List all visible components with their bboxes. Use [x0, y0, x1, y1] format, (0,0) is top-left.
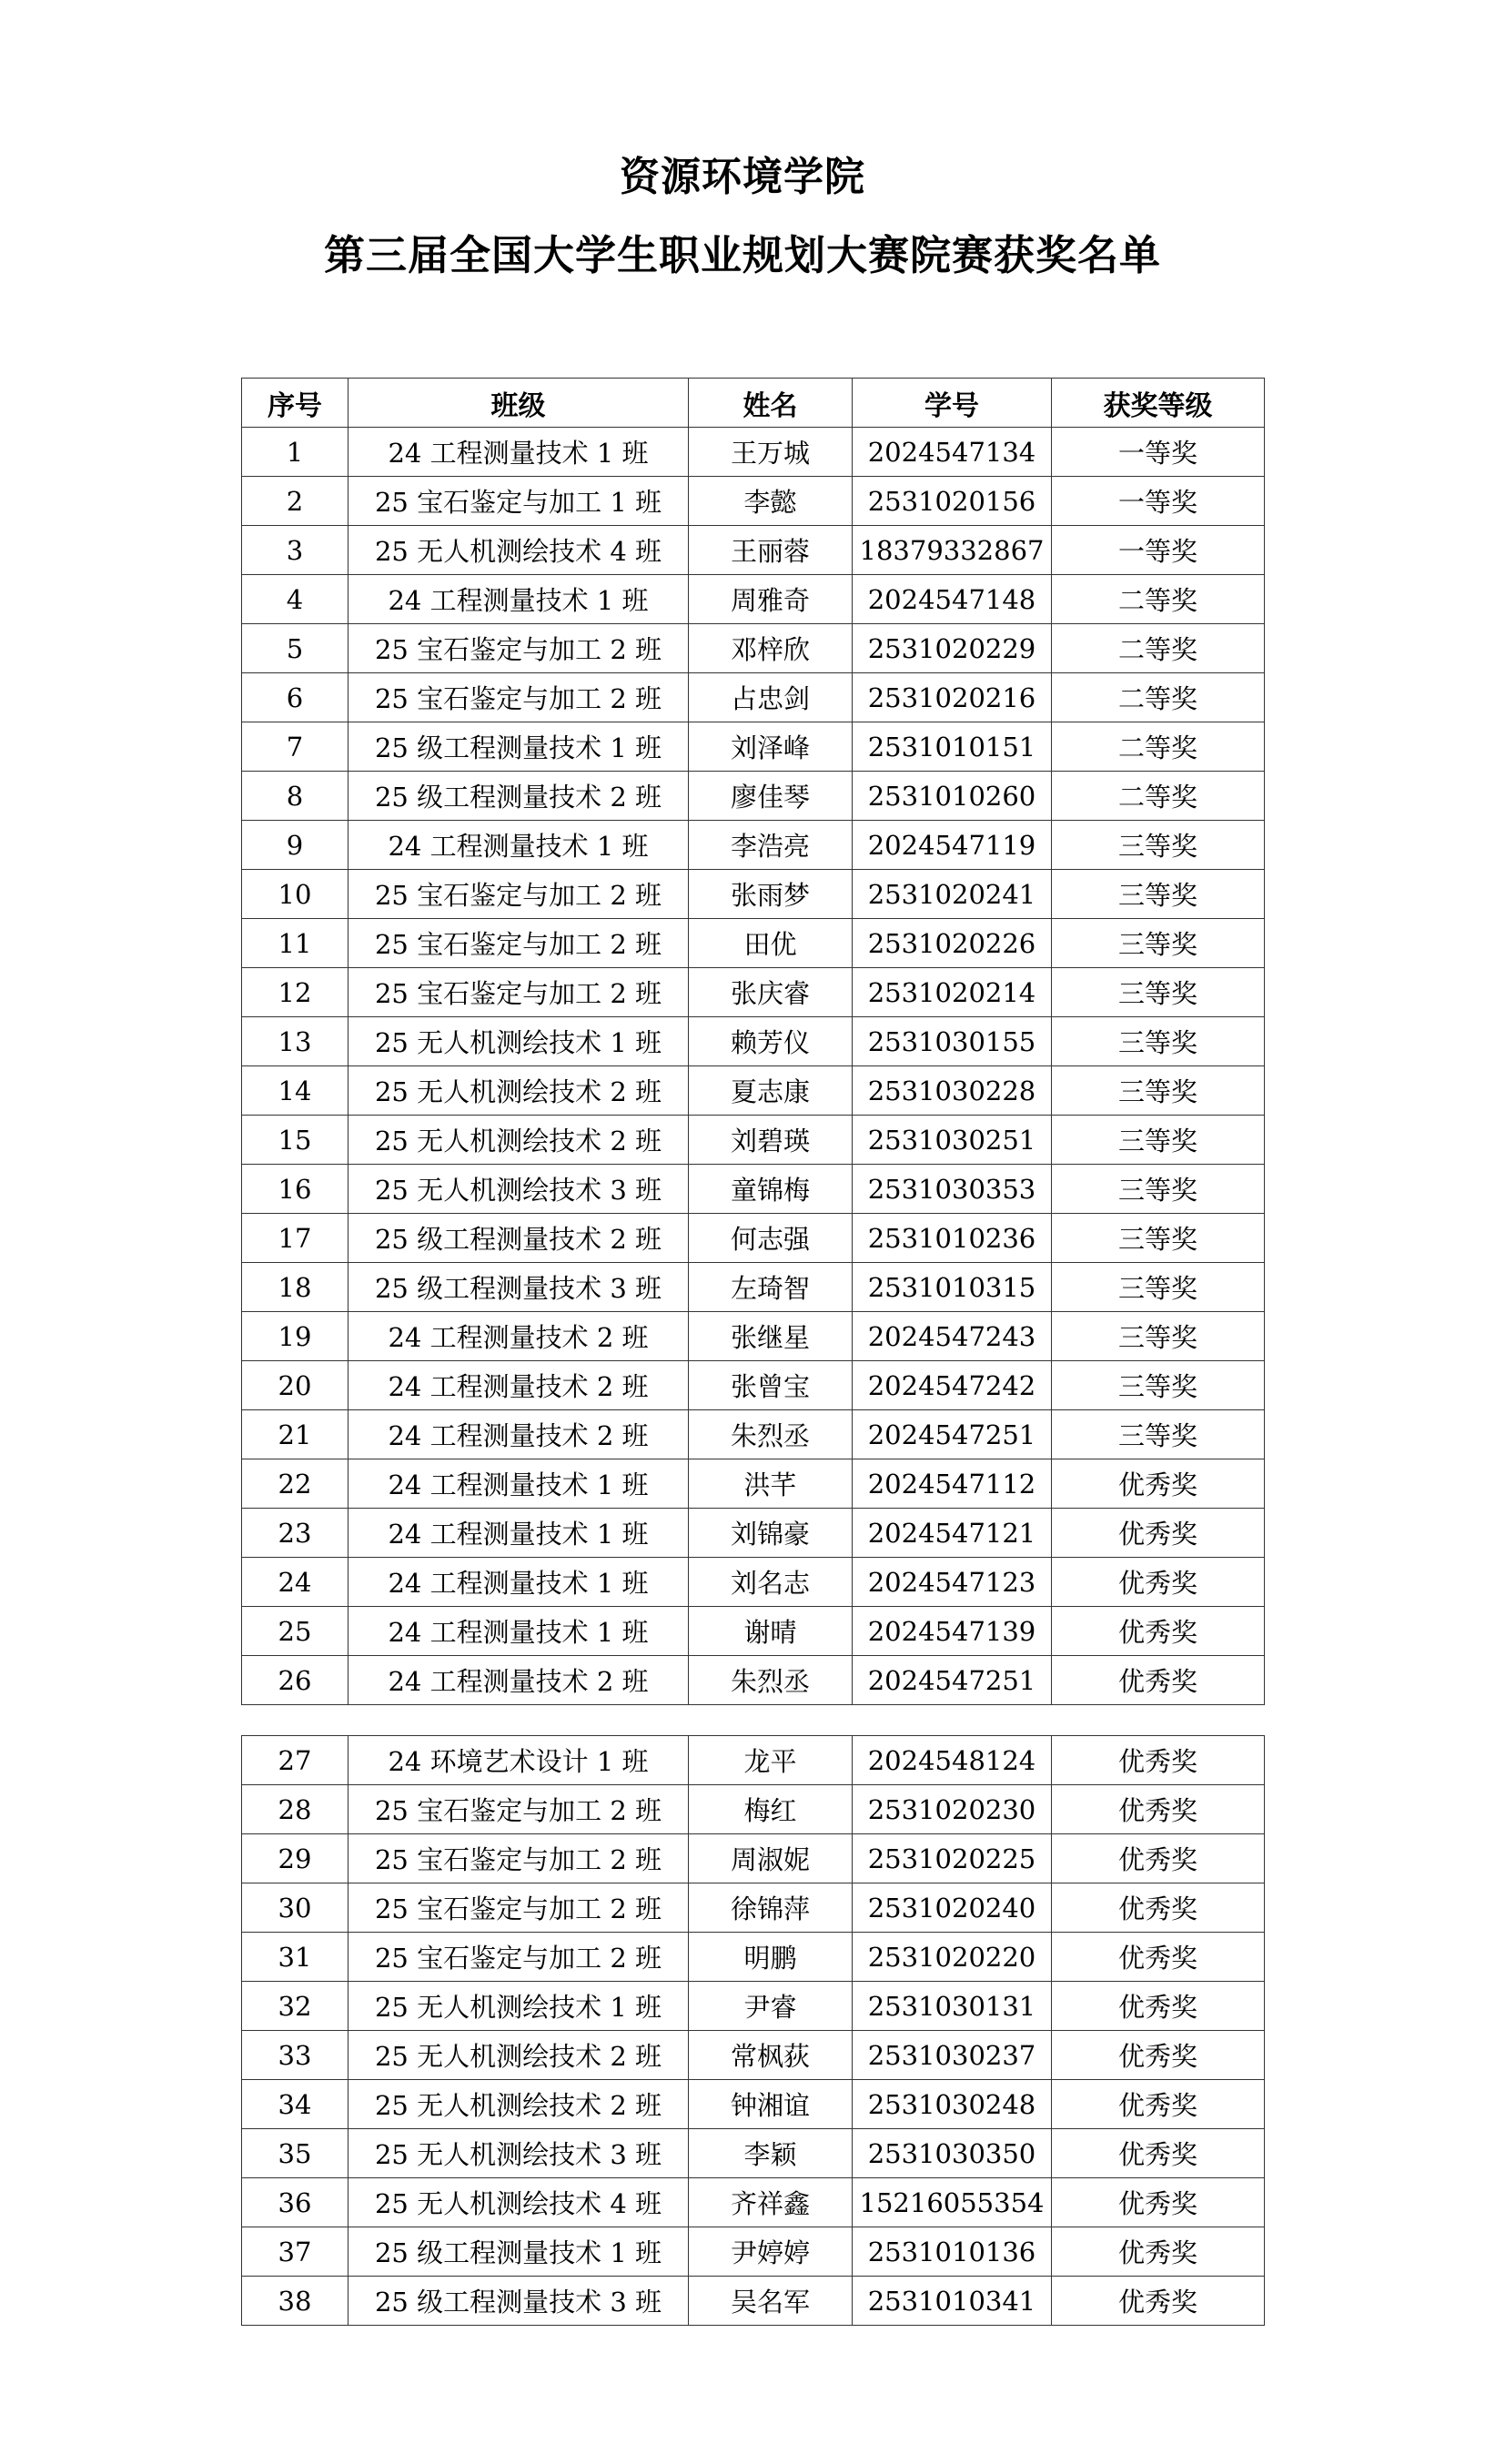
cell-class: 24 环境艺术设计 1 班	[349, 1736, 689, 1785]
cell-student-id: 2531020226	[853, 919, 1052, 968]
cell-class: 25 无人机测绘技术 3 班	[349, 2129, 689, 2178]
cell-name: 王万城	[689, 428, 853, 477]
cell-class: 25 无人机测绘技术 1 班	[349, 1982, 689, 2031]
cell-award-level: 二等奖	[1052, 624, 1265, 673]
cell-award-level: 三等奖	[1052, 919, 1265, 968]
cell-index: 4	[242, 575, 349, 624]
cell-name: 朱烈丞	[689, 1410, 853, 1459]
cell-student-id: 2531010136	[853, 2227, 1052, 2277]
table-row	[242, 1263, 1265, 1312]
cell-student-id: 15216055354	[853, 2178, 1052, 2227]
cell-name: 张庆睿	[689, 968, 853, 1017]
cell-class: 24 工程测量技术 2 班	[349, 1361, 689, 1410]
cell-name: 周雅奇	[689, 575, 853, 624]
cell-name: 周淑妮	[689, 1834, 853, 1883]
cell-class: 25 无人机测绘技术 2 班	[349, 2080, 689, 2129]
cell-student-id: 2531030155	[853, 1017, 1052, 1066]
cell-student-id: 2024547119	[853, 821, 1052, 870]
cell-class: 25 宝石鉴定与加工 1 班	[349, 477, 689, 526]
table-row	[242, 477, 1265, 526]
cell-class: 25 级工程测量技术 3 班	[349, 1263, 689, 1312]
cell-class: 24 工程测量技术 1 班	[349, 821, 689, 870]
cell-student-id: 2024547121	[853, 1509, 1052, 1558]
cell-class: 25 级工程测量技术 1 班	[349, 2227, 689, 2277]
table-row	[242, 1214, 1265, 1263]
cell-class: 25 无人机测绘技术 2 班	[349, 1066, 689, 1116]
cell-award-level: 优秀奖	[1052, 1883, 1265, 1933]
award-table-part-1	[241, 378, 1265, 1705]
cell-student-id: 2531030237	[853, 2031, 1052, 2080]
cell-name: 张雨梦	[689, 870, 853, 919]
cell-student-id: 2531020216	[853, 673, 1052, 722]
cell-name: 邓梓欣	[689, 624, 853, 673]
table-row	[242, 772, 1265, 821]
table-header-row	[242, 379, 1265, 428]
cell-student-id: 2024548124	[853, 1736, 1052, 1785]
cell-student-id: 2531020214	[853, 968, 1052, 1017]
cell-award-level: 三等奖	[1052, 1263, 1265, 1312]
cell-award-level: 优秀奖	[1052, 1736, 1265, 1785]
cell-student-id: 2531020229	[853, 624, 1052, 673]
cell-name: 李颖	[689, 2129, 853, 2178]
cell-class: 25 级工程测量技术 1 班	[349, 722, 689, 772]
table-row	[242, 1883, 1265, 1933]
cell-index: 9	[242, 821, 349, 870]
cell-class: 24 工程测量技术 1 班	[349, 1558, 689, 1607]
table-row	[242, 2031, 1265, 2080]
cell-name: 徐锦萍	[689, 1883, 853, 1933]
cell-index: 14	[242, 1066, 349, 1116]
cell-class: 25 无人机测绘技术 2 班	[349, 2031, 689, 2080]
table-row	[242, 624, 1265, 673]
cell-award-level: 优秀奖	[1052, 2277, 1265, 2326]
cell-index: 28	[242, 1785, 349, 1834]
cell-student-id: 2531020156	[853, 477, 1052, 526]
cell-award-level: 优秀奖	[1052, 2227, 1265, 2277]
table-row	[242, 1785, 1265, 1834]
cell-class: 25 宝石鉴定与加工 2 班	[349, 1785, 689, 1834]
header-student-id: 学号	[853, 379, 1052, 428]
cell-index: 38	[242, 2277, 349, 2326]
cell-name: 刘名志	[689, 1558, 853, 1607]
table-row	[242, 2178, 1265, 2227]
cell-award-level: 三等奖	[1052, 870, 1265, 919]
cell-name: 齐祥鑫	[689, 2178, 853, 2227]
cell-index: 7	[242, 722, 349, 772]
cell-award-level: 三等奖	[1052, 1017, 1265, 1066]
cell-name: 廖佳琴	[689, 772, 853, 821]
cell-class: 25 宝石鉴定与加工 2 班	[349, 1933, 689, 1982]
table-row	[242, 968, 1265, 1017]
cell-student-id: 2531030131	[853, 1982, 1052, 2031]
table-row	[242, 1736, 1265, 1785]
cell-student-id: 18379332867	[853, 526, 1052, 575]
cell-index: 3	[242, 526, 349, 575]
cell-award-level: 二等奖	[1052, 772, 1265, 821]
cell-name: 李懿	[689, 477, 853, 526]
cell-name: 常枫荻	[689, 2031, 853, 2080]
table-row	[242, 1607, 1265, 1656]
cell-class: 24 工程测量技术 1 班	[349, 1509, 689, 1558]
table-row	[242, 1361, 1265, 1410]
cell-index: 10	[242, 870, 349, 919]
cell-index: 32	[242, 1982, 349, 2031]
document-title: 资源环境学院	[620, 154, 865, 200]
cell-award-level: 优秀奖	[1052, 2129, 1265, 2178]
cell-student-id: 2531020241	[853, 870, 1052, 919]
cell-class: 24 工程测量技术 2 班	[349, 1312, 689, 1361]
table-row	[242, 575, 1265, 624]
table-row	[242, 1509, 1265, 1558]
table-row	[242, 919, 1265, 968]
table-row	[242, 2277, 1265, 2326]
table-row	[242, 1165, 1265, 1214]
cell-name: 刘泽峰	[689, 722, 853, 772]
cell-class: 25 宝石鉴定与加工 2 班	[349, 1883, 689, 1933]
cell-index: 37	[242, 2227, 349, 2277]
cell-class: 25 宝石鉴定与加工 2 班	[349, 968, 689, 1017]
cell-award-level: 优秀奖	[1052, 1459, 1265, 1509]
cell-index: 21	[242, 1410, 349, 1459]
cell-index: 31	[242, 1933, 349, 1982]
cell-class: 24 工程测量技术 1 班	[349, 575, 689, 624]
cell-award-level: 优秀奖	[1052, 1933, 1265, 1982]
cell-award-level: 三等奖	[1052, 1116, 1265, 1165]
cell-name: 明鹏	[689, 1933, 853, 1982]
award-table-part-2	[241, 1735, 1265, 2326]
cell-index: 35	[242, 2129, 349, 2178]
header-index: 序号	[242, 379, 349, 428]
cell-class: 25 无人机测绘技术 4 班	[349, 2178, 689, 2227]
cell-student-id: 2024547112	[853, 1459, 1052, 1509]
cell-class: 24 工程测量技术 1 班	[349, 1459, 689, 1509]
table-row	[242, 1834, 1265, 1883]
cell-award-level: 优秀奖	[1052, 1982, 1265, 2031]
cell-name: 张曾宝	[689, 1361, 853, 1410]
cell-index: 29	[242, 1834, 349, 1883]
cell-class: 24 工程测量技术 1 班	[349, 1607, 689, 1656]
cell-award-level: 优秀奖	[1052, 1834, 1265, 1883]
cell-student-id: 2531010341	[853, 2277, 1052, 2326]
cell-name: 洪芊	[689, 1459, 853, 1509]
cell-name: 尹睿	[689, 1982, 853, 2031]
cell-class: 25 级工程测量技术 2 班	[349, 772, 689, 821]
cell-student-id: 2531030353	[853, 1165, 1052, 1214]
cell-award-level: 三等奖	[1052, 1361, 1265, 1410]
cell-index: 18	[242, 1263, 349, 1312]
table-row	[242, 1410, 1265, 1459]
cell-class: 25 无人机测绘技术 3 班	[349, 1165, 689, 1214]
cell-name: 刘锦豪	[689, 1509, 853, 1558]
cell-award-level: 二等奖	[1052, 575, 1265, 624]
table-row	[242, 1933, 1265, 1982]
cell-index: 36	[242, 2178, 349, 2227]
cell-index: 25	[242, 1607, 349, 1656]
cell-award-level: 三等奖	[1052, 1214, 1265, 1263]
cell-award-level: 三等奖	[1052, 821, 1265, 870]
cell-student-id: 2531030251	[853, 1116, 1052, 1165]
cell-name: 张继星	[689, 1312, 853, 1361]
table-row	[242, 1116, 1265, 1165]
cell-student-id: 2024547139	[853, 1607, 1052, 1656]
cell-index: 12	[242, 968, 349, 1017]
cell-student-id: 2024547242	[853, 1361, 1052, 1410]
cell-student-id: 2531010315	[853, 1263, 1052, 1312]
cell-name: 左琦智	[689, 1263, 853, 1312]
cell-index: 22	[242, 1459, 349, 1509]
cell-name: 占忠剑	[689, 673, 853, 722]
cell-index: 30	[242, 1883, 349, 1933]
cell-class: 24 工程测量技术 2 班	[349, 1656, 689, 1705]
cell-student-id: 2024547123	[853, 1558, 1052, 1607]
cell-student-id: 2531020240	[853, 1883, 1052, 1933]
cell-student-id: 2531030228	[853, 1066, 1052, 1116]
cell-class: 25 级工程测量技术 2 班	[349, 1214, 689, 1263]
cell-name: 何志强	[689, 1214, 853, 1263]
cell-name: 夏志康	[689, 1066, 853, 1116]
cell-index: 20	[242, 1361, 349, 1410]
cell-name: 尹婷婷	[689, 2227, 853, 2277]
cell-index: 6	[242, 673, 349, 722]
cell-award-level: 三等奖	[1052, 968, 1265, 1017]
cell-class: 24 工程测量技术 1 班	[349, 428, 689, 477]
cell-award-level: 一等奖	[1052, 526, 1265, 575]
cell-name: 童锦梅	[689, 1165, 853, 1214]
cell-class: 25 宝石鉴定与加工 2 班	[349, 919, 689, 968]
cell-name: 龙平	[689, 1736, 853, 1785]
cell-student-id: 2531020220	[853, 1933, 1052, 1982]
cell-award-level: 三等奖	[1052, 1312, 1265, 1361]
cell-student-id: 2024547251	[853, 1656, 1052, 1705]
cell-student-id: 2531010260	[853, 772, 1052, 821]
cell-student-id: 2531010236	[853, 1214, 1052, 1263]
header-name: 姓名	[689, 379, 853, 428]
cell-index: 17	[242, 1214, 349, 1263]
cell-award-level: 三等奖	[1052, 1165, 1265, 1214]
cell-award-level: 二等奖	[1052, 673, 1265, 722]
cell-index: 19	[242, 1312, 349, 1361]
cell-class: 25 无人机测绘技术 4 班	[349, 526, 689, 575]
cell-award-level: 优秀奖	[1052, 1558, 1265, 1607]
cell-class: 25 宝石鉴定与加工 2 班	[349, 1834, 689, 1883]
cell-name: 刘碧瑛	[689, 1116, 853, 1165]
cell-award-level: 优秀奖	[1052, 1509, 1265, 1558]
header-class: 班级	[349, 379, 689, 428]
cell-student-id: 2531020230	[853, 1785, 1052, 1834]
table-row	[242, 1558, 1265, 1607]
cell-name: 赖芳仪	[689, 1017, 853, 1066]
cell-class: 25 宝石鉴定与加工 2 班	[349, 673, 689, 722]
cell-index: 11	[242, 919, 349, 968]
cell-index: 5	[242, 624, 349, 673]
table-row	[242, 673, 1265, 722]
cell-award-level: 优秀奖	[1052, 1607, 1265, 1656]
cell-index: 34	[242, 2080, 349, 2129]
cell-award-level: 优秀奖	[1052, 2178, 1265, 2227]
cell-class: 25 宝石鉴定与加工 2 班	[349, 870, 689, 919]
cell-student-id: 2024547243	[853, 1312, 1052, 1361]
cell-class: 25 无人机测绘技术 1 班	[349, 1017, 689, 1066]
table-row	[242, 870, 1265, 919]
cell-student-id: 2024547251	[853, 1410, 1052, 1459]
table-row	[242, 2227, 1265, 2277]
header-award-level: 获奖等级	[1052, 379, 1265, 428]
cell-award-level: 一等奖	[1052, 477, 1265, 526]
cell-name: 李浩亮	[689, 821, 853, 870]
cell-award-level: 优秀奖	[1052, 2080, 1265, 2129]
table-row	[242, 821, 1265, 870]
cell-name: 吴名军	[689, 2277, 853, 2326]
table-row	[242, 1459, 1265, 1509]
table-row	[242, 1066, 1265, 1116]
cell-name: 谢晴	[689, 1607, 853, 1656]
cell-award-level: 一等奖	[1052, 428, 1265, 477]
cell-student-id: 2531010151	[853, 722, 1052, 772]
cell-name: 梅红	[689, 1785, 853, 1834]
cell-name: 田优	[689, 919, 853, 968]
cell-index: 15	[242, 1116, 349, 1165]
table-row	[242, 722, 1265, 772]
table-row	[242, 428, 1265, 477]
cell-index: 13	[242, 1017, 349, 1066]
table-row	[242, 2080, 1265, 2129]
cell-index: 8	[242, 772, 349, 821]
cell-student-id: 2024547134	[853, 428, 1052, 477]
table-row	[242, 526, 1265, 575]
cell-award-level: 二等奖	[1052, 722, 1265, 772]
cell-class: 25 宝石鉴定与加工 2 班	[349, 624, 689, 673]
cell-student-id: 2531030350	[853, 2129, 1052, 2178]
cell-index: 2	[242, 477, 349, 526]
cell-name: 王丽蓉	[689, 526, 853, 575]
cell-student-id: 2531030248	[853, 2080, 1052, 2129]
table-row	[242, 1312, 1265, 1361]
cell-name: 钟湘谊	[689, 2080, 853, 2129]
cell-award-level: 优秀奖	[1052, 1785, 1265, 1834]
cell-student-id: 2531020225	[853, 1834, 1052, 1883]
table-row	[242, 1017, 1265, 1066]
cell-student-id: 2024547148	[853, 575, 1052, 624]
cell-index: 1	[242, 428, 349, 477]
cell-index: 24	[242, 1558, 349, 1607]
cell-index: 26	[242, 1656, 349, 1705]
cell-name: 朱烈丞	[689, 1656, 853, 1705]
cell-class: 24 工程测量技术 2 班	[349, 1410, 689, 1459]
cell-class: 25 级工程测量技术 3 班	[349, 2277, 689, 2326]
cell-award-level: 优秀奖	[1052, 2031, 1265, 2080]
cell-award-level: 三等奖	[1052, 1066, 1265, 1116]
cell-index: 33	[242, 2031, 349, 2080]
document-subtitle: 第三届全国大学生职业规划大赛院赛获奖名单	[323, 231, 1161, 279]
cell-award-level: 三等奖	[1052, 1410, 1265, 1459]
cell-index: 23	[242, 1509, 349, 1558]
cell-award-level: 优秀奖	[1052, 1656, 1265, 1705]
table-row	[242, 1656, 1265, 1705]
cell-class: 25 无人机测绘技术 2 班	[349, 1116, 689, 1165]
cell-index: 16	[242, 1165, 349, 1214]
cell-index: 27	[242, 1736, 349, 1785]
table-row	[242, 1982, 1265, 2031]
table-row	[242, 2129, 1265, 2178]
